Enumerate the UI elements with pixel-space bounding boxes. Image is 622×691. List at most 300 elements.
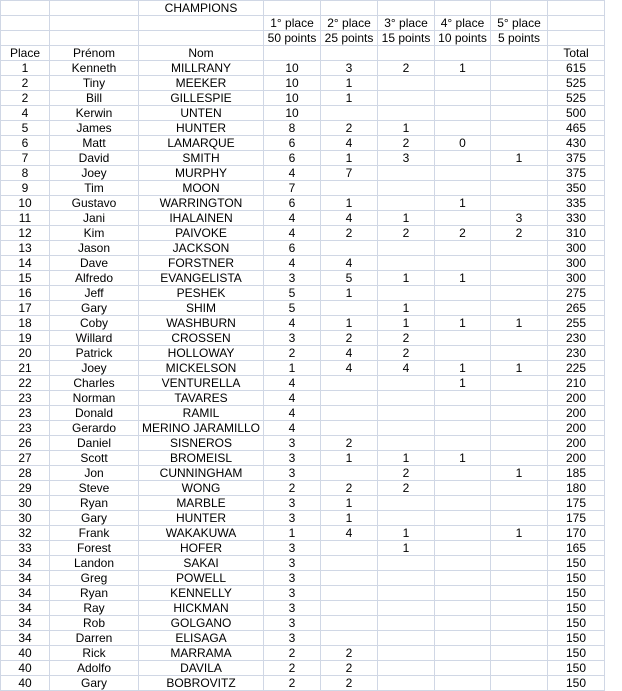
nom-cell[interactable]: HICKMAN xyxy=(139,601,264,616)
p4-cell[interactable] xyxy=(435,676,491,691)
nom-cell[interactable]: ELISAGA xyxy=(139,631,264,646)
prenom-cell[interactable]: Kenneth xyxy=(50,61,139,76)
total-cell[interactable]: 150 xyxy=(548,661,605,676)
prenom-cell[interactable]: Willard xyxy=(50,331,139,346)
header-nom[interactable]: Nom xyxy=(139,46,264,61)
p4-cell[interactable] xyxy=(435,511,491,526)
p2-cell[interactable]: 2 xyxy=(321,661,378,676)
p3-cell[interactable] xyxy=(378,106,435,121)
cell[interactable] xyxy=(50,16,139,31)
header-p2-points[interactable]: 25 points xyxy=(321,31,378,46)
total-cell[interactable]: 375 xyxy=(548,166,605,181)
p1-cell[interactable]: 7 xyxy=(264,181,321,196)
p5-cell[interactable] xyxy=(491,586,548,601)
nom-cell[interactable]: WASHBURN xyxy=(139,316,264,331)
p4-cell[interactable] xyxy=(435,241,491,256)
prenom-cell[interactable]: Gary xyxy=(50,301,139,316)
p1-cell[interactable]: 6 xyxy=(264,196,321,211)
header-p3-points[interactable]: 15 points xyxy=(378,31,435,46)
p4-cell[interactable] xyxy=(435,571,491,586)
nom-cell[interactable]: UNTEN xyxy=(139,106,264,121)
p4-cell[interactable] xyxy=(435,481,491,496)
prenom-cell[interactable]: David xyxy=(50,151,139,166)
p2-cell[interactable]: 4 xyxy=(321,211,378,226)
p1-cell[interactable]: 4 xyxy=(264,406,321,421)
total-cell[interactable]: 310 xyxy=(548,226,605,241)
p2-cell[interactable]: 4 xyxy=(321,526,378,541)
prenom-cell[interactable]: Jon xyxy=(50,466,139,481)
place-cell[interactable]: 29 xyxy=(1,481,50,496)
p2-cell[interactable] xyxy=(321,556,378,571)
p5-cell[interactable]: 1 xyxy=(491,316,548,331)
prenom-cell[interactable]: Kim xyxy=(50,226,139,241)
p2-cell[interactable]: 2 xyxy=(321,436,378,451)
p5-cell[interactable] xyxy=(491,76,548,91)
p5-cell[interactable] xyxy=(491,106,548,121)
prenom-cell[interactable]: Darren xyxy=(50,631,139,646)
nom-cell[interactable]: CUNNINGHAM xyxy=(139,466,264,481)
place-cell[interactable]: 34 xyxy=(1,616,50,631)
cell[interactable] xyxy=(378,1,435,16)
total-cell[interactable]: 200 xyxy=(548,391,605,406)
nom-cell[interactable]: GILLESPIE xyxy=(139,91,264,106)
p5-cell[interactable] xyxy=(491,271,548,286)
nom-cell[interactable]: MEEKER xyxy=(139,76,264,91)
p3-cell[interactable] xyxy=(378,676,435,691)
p5-cell[interactable]: 2 xyxy=(491,226,548,241)
nom-cell[interactable]: MARRAMA xyxy=(139,646,264,661)
nom-cell[interactable]: PAIVOKE xyxy=(139,226,264,241)
place-cell[interactable]: 34 xyxy=(1,571,50,586)
p1-cell[interactable]: 3 xyxy=(264,496,321,511)
p3-cell[interactable]: 1 xyxy=(378,451,435,466)
nom-cell[interactable]: WONG xyxy=(139,481,264,496)
prenom-cell[interactable]: Kerwin xyxy=(50,106,139,121)
p5-cell[interactable]: 1 xyxy=(491,361,548,376)
p4-cell[interactable] xyxy=(435,661,491,676)
nom-cell[interactable]: MARBLE xyxy=(139,496,264,511)
total-cell[interactable]: 430 xyxy=(548,136,605,151)
place-cell[interactable]: 2 xyxy=(1,91,50,106)
place-cell[interactable]: 40 xyxy=(1,676,50,691)
prenom-cell[interactable]: Gary xyxy=(50,676,139,691)
p2-cell[interactable] xyxy=(321,631,378,646)
nom-cell[interactable]: BOBROVITZ xyxy=(139,676,264,691)
total-cell[interactable]: 150 xyxy=(548,616,605,631)
nom-cell[interactable]: VENTURELLA xyxy=(139,376,264,391)
p1-cell[interactable]: 1 xyxy=(264,361,321,376)
cell[interactable] xyxy=(139,31,264,46)
p4-cell[interactable] xyxy=(435,421,491,436)
p2-cell[interactable] xyxy=(321,601,378,616)
p5-cell[interactable] xyxy=(491,661,548,676)
p3-cell[interactable] xyxy=(378,496,435,511)
nom-cell[interactable]: DAVILA xyxy=(139,661,264,676)
prenom-cell[interactable]: Patrick xyxy=(50,346,139,361)
prenom-cell[interactable]: Charles xyxy=(50,376,139,391)
nom-cell[interactable]: TAVARES xyxy=(139,391,264,406)
nom-cell[interactable]: BROMEISL xyxy=(139,451,264,466)
p4-cell[interactable]: 0 xyxy=(435,136,491,151)
header-total[interactable]: Total xyxy=(548,46,605,61)
p3-cell[interactable] xyxy=(378,241,435,256)
p1-cell[interactable]: 3 xyxy=(264,331,321,346)
prenom-cell[interactable]: Tiny xyxy=(50,76,139,91)
p2-cell[interactable]: 1 xyxy=(321,76,378,91)
prenom-cell[interactable]: Steve xyxy=(50,481,139,496)
p1-cell[interactable]: 4 xyxy=(264,421,321,436)
cell[interactable] xyxy=(491,1,548,16)
place-cell[interactable]: 16 xyxy=(1,286,50,301)
total-cell[interactable]: 335 xyxy=(548,196,605,211)
place-cell[interactable]: 23 xyxy=(1,391,50,406)
place-cell[interactable]: 17 xyxy=(1,301,50,316)
p4-cell[interactable] xyxy=(435,586,491,601)
p1-cell[interactable]: 3 xyxy=(264,616,321,631)
prenom-cell[interactable]: Tim xyxy=(50,181,139,196)
p2-cell[interactable] xyxy=(321,241,378,256)
p4-cell[interactable] xyxy=(435,346,491,361)
p5-cell[interactable] xyxy=(491,286,548,301)
p5-cell[interactable] xyxy=(491,406,548,421)
p3-cell[interactable]: 2 xyxy=(378,226,435,241)
nom-cell[interactable]: SMITH xyxy=(139,151,264,166)
place-cell[interactable]: 21 xyxy=(1,361,50,376)
total-cell[interactable]: 265 xyxy=(548,301,605,316)
p3-cell[interactable] xyxy=(378,91,435,106)
total-cell[interactable]: 165 xyxy=(548,541,605,556)
p5-cell[interactable]: 3 xyxy=(491,211,548,226)
header-p2-label[interactable]: 2° place xyxy=(321,16,378,31)
p2-cell[interactable]: 4 xyxy=(321,346,378,361)
p1-cell[interactable]: 2 xyxy=(264,646,321,661)
nom-cell[interactable]: JACKSON xyxy=(139,241,264,256)
prenom-cell[interactable]: Jani xyxy=(50,211,139,226)
p4-cell[interactable] xyxy=(435,121,491,136)
total-cell[interactable]: 175 xyxy=(548,511,605,526)
prenom-cell[interactable]: Jeff xyxy=(50,286,139,301)
p5-cell[interactable] xyxy=(491,511,548,526)
nom-cell[interactable]: MILLRANY xyxy=(139,61,264,76)
p5-cell[interactable] xyxy=(491,121,548,136)
p2-cell[interactable]: 4 xyxy=(321,361,378,376)
p4-cell[interactable] xyxy=(435,526,491,541)
p5-cell[interactable] xyxy=(491,571,548,586)
place-cell[interactable]: 34 xyxy=(1,556,50,571)
place-cell[interactable]: 18 xyxy=(1,316,50,331)
prenom-cell[interactable]: Joey xyxy=(50,166,139,181)
p4-cell[interactable]: 1 xyxy=(435,361,491,376)
p3-cell[interactable]: 1 xyxy=(378,301,435,316)
total-cell[interactable]: 150 xyxy=(548,631,605,646)
total-cell[interactable]: 185 xyxy=(548,466,605,481)
p5-cell[interactable] xyxy=(491,421,548,436)
total-cell[interactable]: 225 xyxy=(548,361,605,376)
p3-cell[interactable]: 1 xyxy=(378,121,435,136)
place-cell[interactable]: 30 xyxy=(1,496,50,511)
p1-cell[interactable]: 3 xyxy=(264,451,321,466)
p3-cell[interactable] xyxy=(378,646,435,661)
p3-cell[interactable]: 4 xyxy=(378,361,435,376)
prenom-cell[interactable]: Ryan xyxy=(50,496,139,511)
p1-cell[interactable]: 4 xyxy=(264,376,321,391)
p1-cell[interactable]: 1 xyxy=(264,526,321,541)
p4-cell[interactable] xyxy=(435,541,491,556)
p1-cell[interactable]: 3 xyxy=(264,556,321,571)
cell[interactable] xyxy=(321,46,378,61)
p2-cell[interactable] xyxy=(321,301,378,316)
header-p1-points[interactable]: 50 points xyxy=(264,31,321,46)
prenom-cell[interactable]: Joey xyxy=(50,361,139,376)
prenom-cell[interactable]: Matt xyxy=(50,136,139,151)
place-cell[interactable]: 5 xyxy=(1,121,50,136)
place-cell[interactable]: 26 xyxy=(1,436,50,451)
total-cell[interactable]: 375 xyxy=(548,151,605,166)
p1-cell[interactable]: 6 xyxy=(264,136,321,151)
p3-cell[interactable]: 1 xyxy=(378,211,435,226)
cell[interactable] xyxy=(1,16,50,31)
p2-cell[interactable]: 1 xyxy=(321,196,378,211)
p5-cell[interactable] xyxy=(491,556,548,571)
p1-cell[interactable]: 3 xyxy=(264,271,321,286)
p5-cell[interactable] xyxy=(491,541,548,556)
total-cell[interactable]: 200 xyxy=(548,421,605,436)
p3-cell[interactable] xyxy=(378,571,435,586)
p3-cell[interactable]: 1 xyxy=(378,271,435,286)
prenom-cell[interactable]: Scott xyxy=(50,451,139,466)
p2-cell[interactable]: 4 xyxy=(321,256,378,271)
p2-cell[interactable]: 1 xyxy=(321,91,378,106)
p5-cell[interactable]: 1 xyxy=(491,151,548,166)
header-p3-label[interactable]: 3° place xyxy=(378,16,435,31)
total-cell[interactable]: 150 xyxy=(548,676,605,691)
p3-cell[interactable]: 1 xyxy=(378,541,435,556)
place-cell[interactable]: 8 xyxy=(1,166,50,181)
p5-cell[interactable] xyxy=(491,91,548,106)
p3-cell[interactable] xyxy=(378,556,435,571)
p2-cell[interactable]: 4 xyxy=(321,136,378,151)
p3-cell[interactable] xyxy=(378,406,435,421)
p3-cell[interactable]: 3 xyxy=(378,151,435,166)
cell[interactable] xyxy=(139,16,264,31)
total-cell[interactable]: 200 xyxy=(548,451,605,466)
p2-cell[interactable]: 2 xyxy=(321,331,378,346)
prenom-cell[interactable]: Norman xyxy=(50,391,139,406)
nom-cell[interactable]: HUNTER xyxy=(139,511,264,526)
p1-cell[interactable]: 4 xyxy=(264,256,321,271)
p3-cell[interactable] xyxy=(378,601,435,616)
p5-cell[interactable] xyxy=(491,436,548,451)
total-cell[interactable]: 200 xyxy=(548,406,605,421)
nom-cell[interactable]: HUNTER xyxy=(139,121,264,136)
total-cell[interactable]: 175 xyxy=(548,496,605,511)
total-cell[interactable]: 230 xyxy=(548,331,605,346)
p3-cell[interactable] xyxy=(378,421,435,436)
p3-cell[interactable] xyxy=(378,436,435,451)
p3-cell[interactable] xyxy=(378,286,435,301)
nom-cell[interactable]: EVANGELISTA xyxy=(139,271,264,286)
place-cell[interactable]: 28 xyxy=(1,466,50,481)
cell[interactable] xyxy=(548,16,605,31)
p4-cell[interactable] xyxy=(435,616,491,631)
cell[interactable] xyxy=(50,1,139,16)
cell[interactable] xyxy=(1,31,50,46)
total-cell[interactable]: 150 xyxy=(548,556,605,571)
p1-cell[interactable]: 4 xyxy=(264,316,321,331)
place-cell[interactable]: 33 xyxy=(1,541,50,556)
total-cell[interactable]: 615 xyxy=(548,61,605,76)
p1-cell[interactable]: 3 xyxy=(264,586,321,601)
place-cell[interactable]: 6 xyxy=(1,136,50,151)
header-p4-points[interactable]: 10 points xyxy=(435,31,491,46)
p2-cell[interactable] xyxy=(321,466,378,481)
place-cell[interactable]: 34 xyxy=(1,601,50,616)
nom-cell[interactable]: MERINO JARAMILLO xyxy=(139,421,264,436)
p2-cell[interactable]: 2 xyxy=(321,646,378,661)
prenom-cell[interactable]: Dave xyxy=(50,256,139,271)
nom-cell[interactable]: SISNEROS xyxy=(139,436,264,451)
place-cell[interactable]: 40 xyxy=(1,646,50,661)
p3-cell[interactable]: 1 xyxy=(378,526,435,541)
total-cell[interactable]: 525 xyxy=(548,91,605,106)
total-cell[interactable]: 300 xyxy=(548,256,605,271)
p2-cell[interactable]: 2 xyxy=(321,226,378,241)
p1-cell[interactable]: 6 xyxy=(264,241,321,256)
p4-cell[interactable] xyxy=(435,301,491,316)
p5-cell[interactable] xyxy=(491,181,548,196)
p2-cell[interactable]: 1 xyxy=(321,496,378,511)
p4-cell[interactable]: 1 xyxy=(435,451,491,466)
p2-cell[interactable] xyxy=(321,616,378,631)
p2-cell[interactable]: 5 xyxy=(321,271,378,286)
p1-cell[interactable]: 4 xyxy=(264,391,321,406)
p5-cell[interactable] xyxy=(491,166,548,181)
p4-cell[interactable] xyxy=(435,211,491,226)
p1-cell[interactable]: 10 xyxy=(264,106,321,121)
cell[interactable] xyxy=(264,46,321,61)
nom-cell[interactable]: WAKAKUWA xyxy=(139,526,264,541)
p5-cell[interactable] xyxy=(491,256,548,271)
prenom-cell[interactable]: Bill xyxy=(50,91,139,106)
prenom-cell[interactable]: Alfredo xyxy=(50,271,139,286)
p4-cell[interactable] xyxy=(435,601,491,616)
prenom-cell[interactable]: Gary xyxy=(50,511,139,526)
total-cell[interactable]: 150 xyxy=(548,586,605,601)
place-cell[interactable]: 27 xyxy=(1,451,50,466)
p4-cell[interactable] xyxy=(435,331,491,346)
p4-cell[interactable] xyxy=(435,76,491,91)
p3-cell[interactable] xyxy=(378,586,435,601)
p5-cell[interactable] xyxy=(491,676,548,691)
nom-cell[interactable]: MOON xyxy=(139,181,264,196)
p1-cell[interactable]: 4 xyxy=(264,211,321,226)
prenom-cell[interactable]: Rob xyxy=(50,616,139,631)
p5-cell[interactable] xyxy=(491,61,548,76)
p1-cell[interactable]: 10 xyxy=(264,91,321,106)
nom-cell[interactable]: WARRINGTON xyxy=(139,196,264,211)
cell[interactable] xyxy=(548,1,605,16)
p3-cell[interactable] xyxy=(378,511,435,526)
p4-cell[interactable]: 2 xyxy=(435,226,491,241)
p5-cell[interactable] xyxy=(491,646,548,661)
nom-cell[interactable]: HOFER xyxy=(139,541,264,556)
p2-cell[interactable] xyxy=(321,391,378,406)
p2-cell[interactable] xyxy=(321,421,378,436)
p1-cell[interactable]: 3 xyxy=(264,571,321,586)
cell[interactable] xyxy=(378,46,435,61)
total-cell[interactable]: 150 xyxy=(548,601,605,616)
nom-cell[interactable]: HOLLOWAY xyxy=(139,346,264,361)
prenom-cell[interactable]: Ray xyxy=(50,601,139,616)
p3-cell[interactable] xyxy=(378,76,435,91)
p5-cell[interactable]: 1 xyxy=(491,526,548,541)
header-prenom[interactable]: Prénom xyxy=(50,46,139,61)
place-cell[interactable]: 32 xyxy=(1,526,50,541)
header-p4-label[interactable]: 4° place xyxy=(435,16,491,31)
p3-cell[interactable] xyxy=(378,196,435,211)
p2-cell[interactable] xyxy=(321,376,378,391)
p1-cell[interactable]: 8 xyxy=(264,121,321,136)
p2-cell[interactable] xyxy=(321,571,378,586)
p5-cell[interactable] xyxy=(491,631,548,646)
p2-cell[interactable]: 3 xyxy=(321,61,378,76)
p4-cell[interactable] xyxy=(435,406,491,421)
header-p1-label[interactable]: 1° place xyxy=(264,16,321,31)
nom-cell[interactable]: GOLGANO xyxy=(139,616,264,631)
place-cell[interactable]: 22 xyxy=(1,376,50,391)
p5-cell[interactable] xyxy=(491,196,548,211)
nom-cell[interactable]: IHALAINEN xyxy=(139,211,264,226)
p4-cell[interactable]: 1 xyxy=(435,376,491,391)
p2-cell[interactable]: 2 xyxy=(321,676,378,691)
total-cell[interactable]: 525 xyxy=(548,76,605,91)
nom-cell[interactable]: SHIM xyxy=(139,301,264,316)
p4-cell[interactable]: 1 xyxy=(435,271,491,286)
p2-cell[interactable]: 2 xyxy=(321,121,378,136)
prenom-cell[interactable]: Donald xyxy=(50,406,139,421)
cell[interactable] xyxy=(264,1,321,16)
prenom-cell[interactable]: Forest xyxy=(50,541,139,556)
place-cell[interactable]: 9 xyxy=(1,181,50,196)
total-cell[interactable]: 350 xyxy=(548,181,605,196)
total-cell[interactable]: 180 xyxy=(548,481,605,496)
nom-cell[interactable]: CROSSEN xyxy=(139,331,264,346)
nom-cell[interactable]: POWELL xyxy=(139,571,264,586)
nom-cell[interactable]: LAMARQUE xyxy=(139,136,264,151)
p2-cell[interactable]: 1 xyxy=(321,151,378,166)
p4-cell[interactable]: 1 xyxy=(435,316,491,331)
p4-cell[interactable]: 1 xyxy=(435,196,491,211)
total-cell[interactable]: 300 xyxy=(548,271,605,286)
total-cell[interactable]: 170 xyxy=(548,526,605,541)
p5-cell[interactable] xyxy=(491,376,548,391)
p5-cell[interactable] xyxy=(491,481,548,496)
nom-cell[interactable]: PESHEK xyxy=(139,286,264,301)
p2-cell[interactable] xyxy=(321,541,378,556)
p3-cell[interactable] xyxy=(378,616,435,631)
p2-cell[interactable] xyxy=(321,106,378,121)
p5-cell[interactable] xyxy=(491,451,548,466)
total-cell[interactable]: 230 xyxy=(548,346,605,361)
p5-cell[interactable] xyxy=(491,391,548,406)
p2-cell[interactable]: 1 xyxy=(321,286,378,301)
prenom-cell[interactable]: Landon xyxy=(50,556,139,571)
prenom-cell[interactable]: Daniel xyxy=(50,436,139,451)
nom-cell[interactable]: KENNELLY xyxy=(139,586,264,601)
p2-cell[interactable]: 2 xyxy=(321,481,378,496)
place-cell[interactable]: 1 xyxy=(1,61,50,76)
p5-cell[interactable] xyxy=(491,616,548,631)
